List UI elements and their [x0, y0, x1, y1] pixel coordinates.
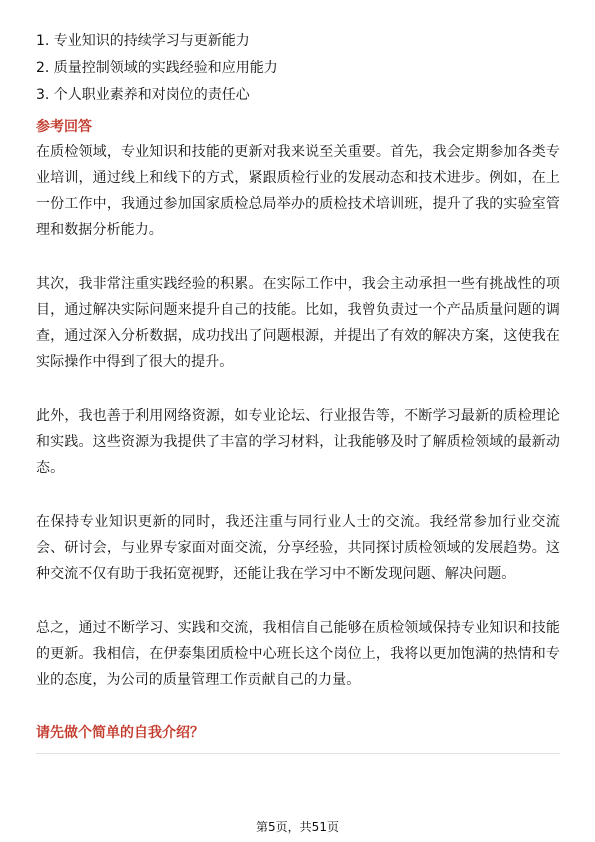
- list-item: 1. 专业知识的持续学习与更新能力: [36, 33, 250, 49]
- reference-answer-title: 参考回答: [36, 119, 92, 135]
- answer-paragraph: 总之，通过不断学习、实践和交流，我相信自己能够在质检领域保持专业知识和技能的更新。我相信，在伊泰集团质检中心班长这个岗位上，我将以更加饱满的热情和专业的态度，为公司的质量管理工作贡献自己的力量。: [36, 620, 560, 688]
- divider: [36, 753, 560, 754]
- answer-paragraph: 其次，我非常注重实践经验的积累。在实际工作中，我会主动承担一些有挑战性的项目，通过解决实际问题来提升自己的技能。比如，我曾负责过一个产品质量问题的调查，通过深入分析数据，成功找出了问题根源，并提出了有效的解决方案，这使我在实际操作中得到了很大的提升。: [36, 276, 560, 370]
- answer-paragraph: 在质检领域，专业知识和技能的更新对我来说至关重要。首先，我会定期参加各类专业培训，通过线上和线下的方式，紧跟质检行业的发展动态和技术进步。例如，在上一份工作中，我通过参加国家质检总局举办的质检技术培训班，提升了我的实验室管理和数据分析能力。: [36, 144, 560, 238]
- document-page: [36, 28, 560, 754]
- next-question-heading: 请先做个简单的自我介绍？: [36, 725, 204, 741]
- answer-paragraph: 此外，我也善于利用网络资源，如专业论坛、行业报告等，不断学习最新的质检理论和实践。这些资源为我提供了丰富的学习材料，让我能够及时了解质检领域的最新动态。: [36, 408, 560, 476]
- list-item: 3. 个人职业素养和对岗位的责任心: [36, 87, 250, 103]
- list-item: 2. 质量控制领域的实践经验和应用能力: [36, 60, 278, 76]
- page-footer: 第5页，共51页: [256, 820, 339, 834]
- answer-paragraph: 在保持专业知识更新的同时，我还注重与同行业人士的交流。我经常参加行业交流会、研讨会，与业界专家面对面交流，分享经验，共同探讨质检领域的发展趋势。这种交流不仅有助于我拓宽视野，还能让我在学习中不断发现问题、解决问题。: [36, 514, 560, 582]
